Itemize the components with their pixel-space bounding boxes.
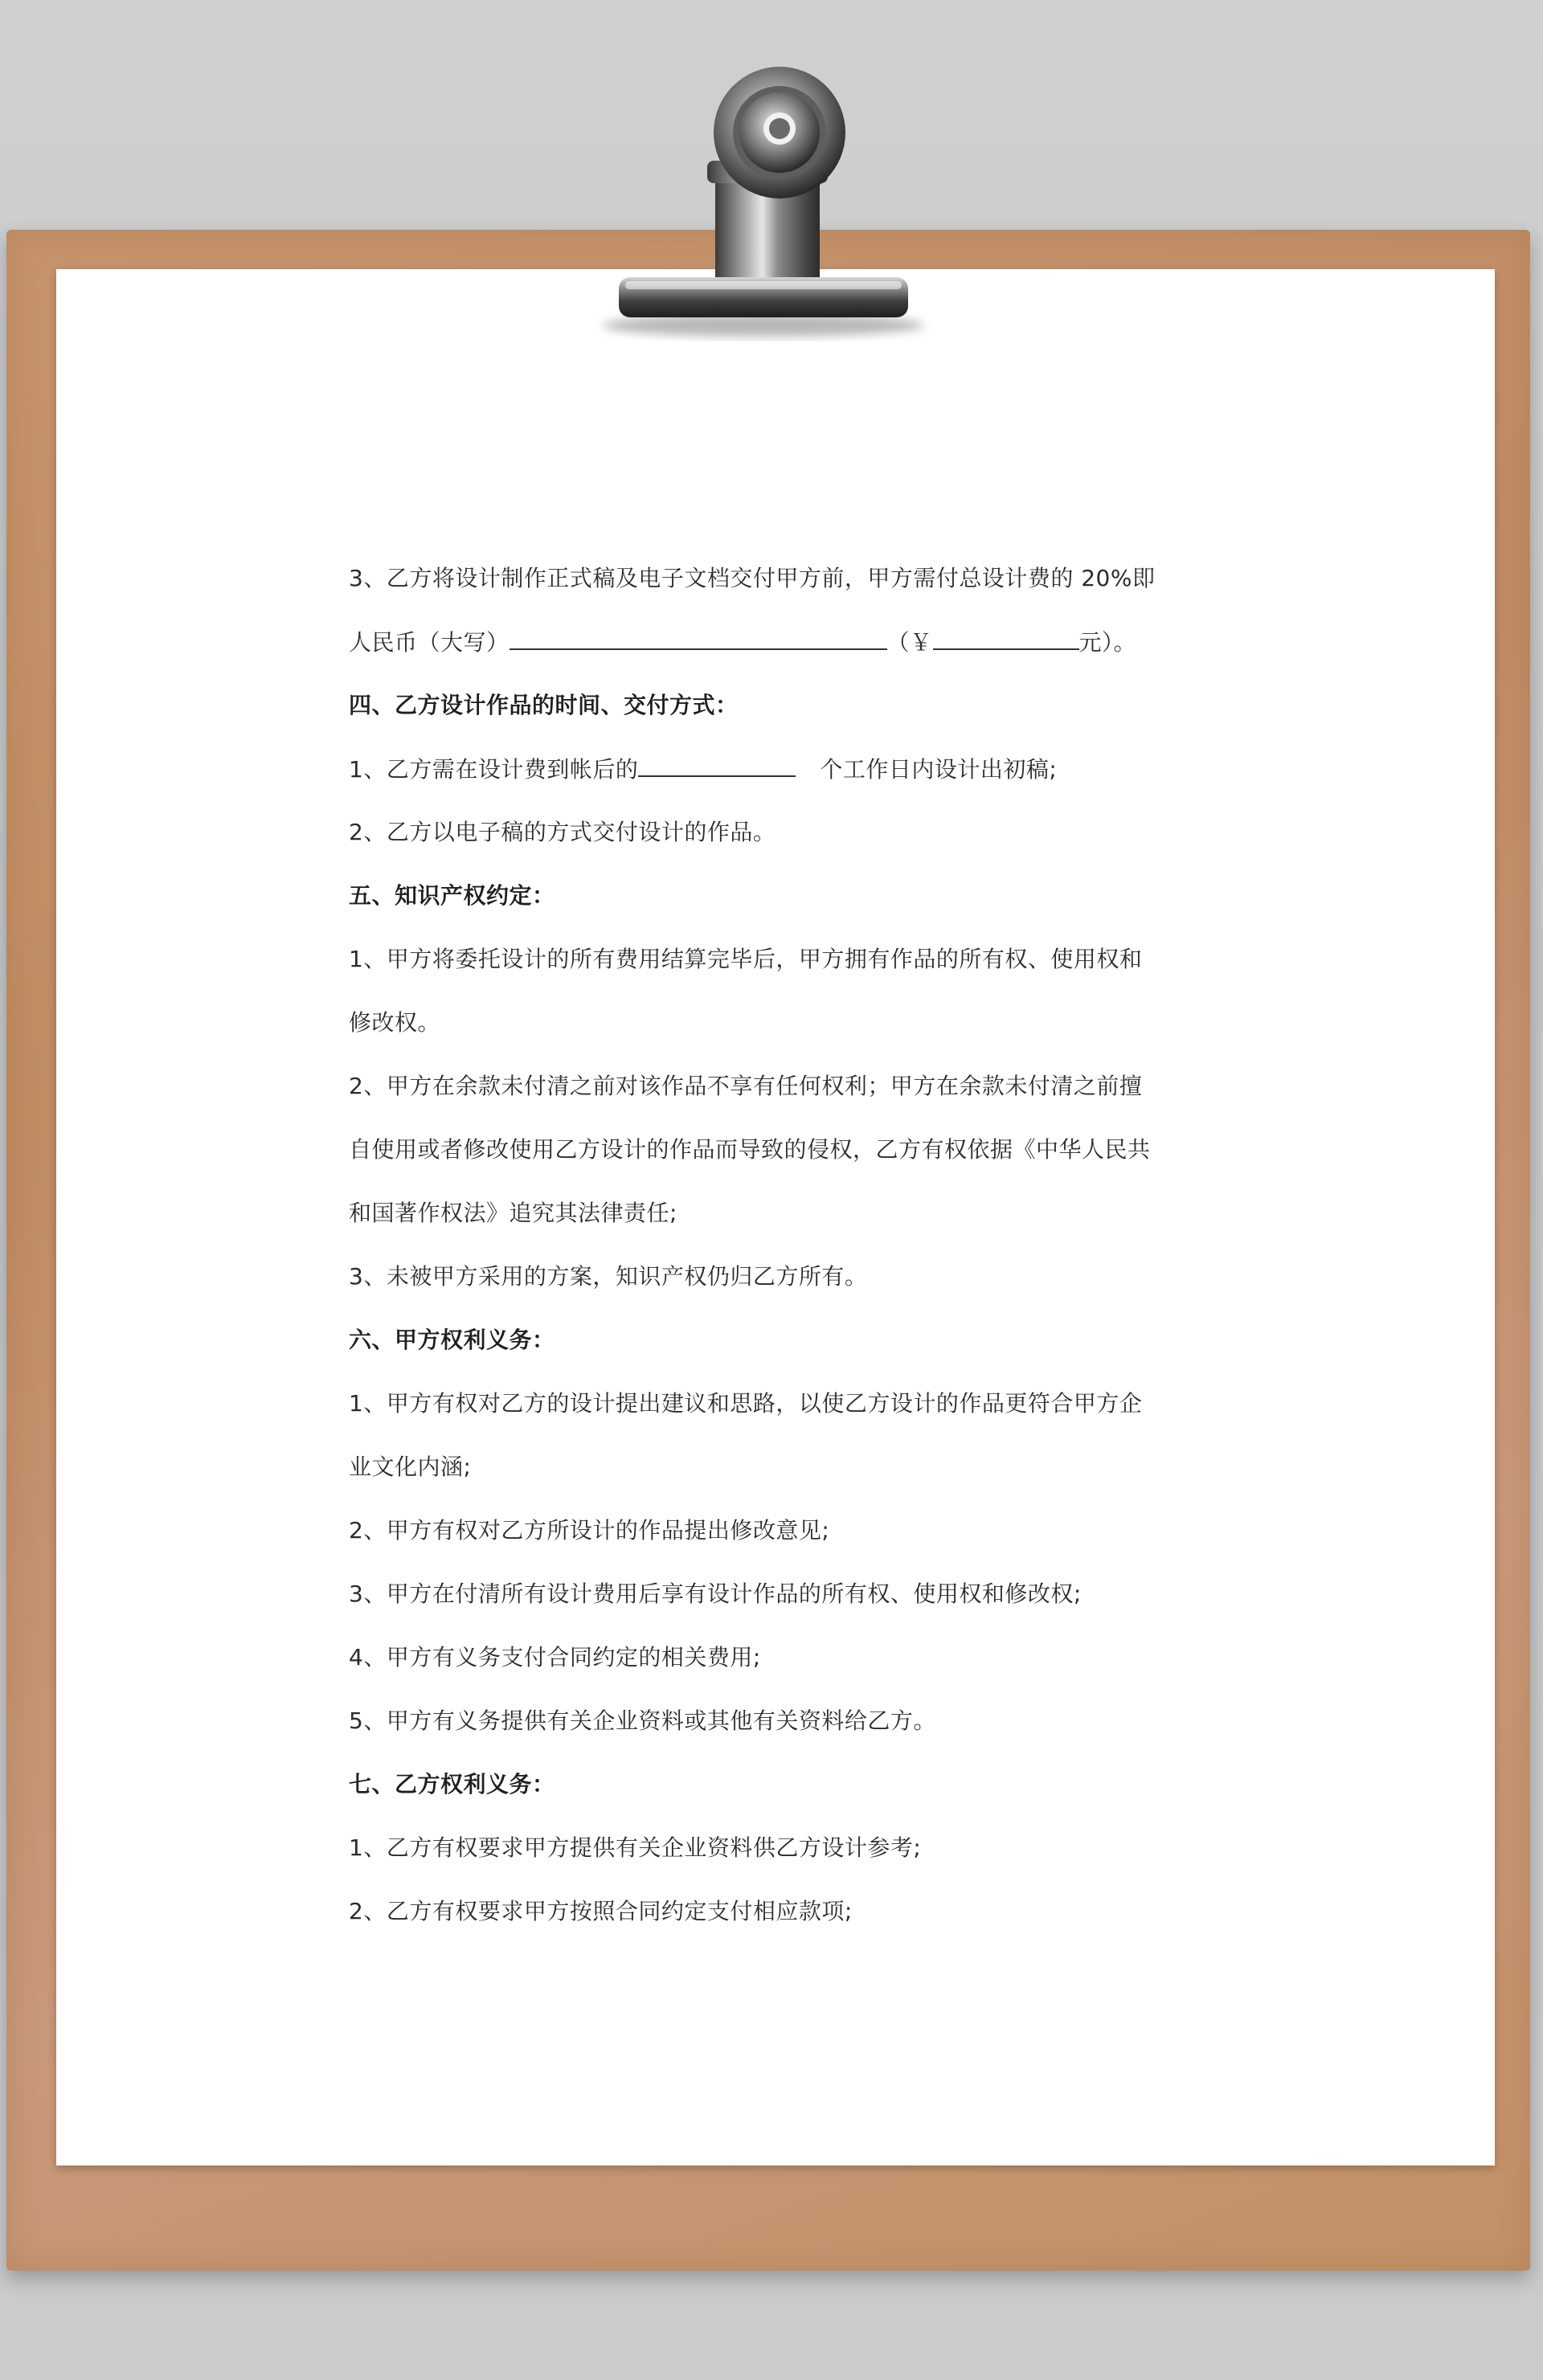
clause-4-1-suffix: 个工作日内设计出初稿; bbox=[820, 756, 1058, 783]
amount-unit-label: 元）。 bbox=[1078, 629, 1137, 656]
section-7-heading: 七、乙方权利义务： bbox=[349, 1771, 555, 1797]
clause-4-2: 2、乙方以电子稿的方式交付设计的作品。 bbox=[349, 819, 776, 845]
clause-6-4: 4、甲方有义务支付合同约定的相关费用; bbox=[349, 1644, 761, 1670]
binder-clip-icon bbox=[579, 48, 948, 354]
amount-in-words-blank[interactable] bbox=[510, 626, 887, 650]
clause-4-1-prefix: 1、乙方需在设计费到帐后的 bbox=[349, 756, 639, 783]
clause-5-1-line-1: 1、甲方将委托设计的所有费用结算完毕后，甲方拥有作品的所有权、使用权和 bbox=[349, 946, 1143, 972]
clause-6-1-line-1: 1、甲方有权对乙方的设计提出建议和思路，以使乙方设计的作品更符合甲方企 bbox=[349, 1390, 1143, 1417]
workdays-blank[interactable] bbox=[638, 753, 796, 777]
amount-label: 人民币（大写） bbox=[349, 629, 510, 656]
clause-5-1-line-2: 修改权。 bbox=[349, 1009, 441, 1036]
section-6-heading: 六、甲方权利义务： bbox=[349, 1327, 555, 1353]
contract-text bbox=[349, 562, 1201, 1959]
amount-symbol-label: （￥ bbox=[886, 629, 933, 656]
clause-7-2: 2、乙方有权要求甲方按照合同约定支付相应款项; bbox=[349, 1898, 853, 1924]
clause-6-2: 2、甲方有权对乙方所设计的作品提出修改意见; bbox=[349, 1517, 830, 1544]
clause-6-3: 3、甲方在付清所有设计费用后享有设计作品的所有权、使用权和修改权; bbox=[349, 1581, 1082, 1607]
clause-3-payment-line-1: 3、乙方将设计制作正式稿及电子文档交付甲方前，甲方需付总设计费的 20%即 bbox=[349, 565, 1156, 591]
section-5-heading: 五、知识产权约定： bbox=[349, 882, 555, 909]
clause-7-1: 1、乙方有权要求甲方提供有关企业资料供乙方设计参考; bbox=[349, 1834, 922, 1861]
clause-6-1-line-2: 业文化内涵; bbox=[349, 1454, 472, 1480]
clause-4-1 bbox=[349, 753, 1201, 816]
clause-5-3: 3、未被甲方采用的方案，知识产权仍归乙方所有。 bbox=[349, 1263, 868, 1290]
section-4-heading: 四、乙方设计作品的时间、交付方式： bbox=[349, 692, 739, 718]
clause-5-2-line-2: 自使用或者修改使用乙方设计的作品而导致的侵权，乙方有权依据《中华人民共 bbox=[349, 1136, 1151, 1163]
clause-5-2-line-3: 和国著作权法》追究其法律责任; bbox=[349, 1200, 677, 1226]
amount-number-blank[interactable] bbox=[933, 626, 1079, 650]
clause-6-5: 5、甲方有义务提供有关企业资料或其他有关资料给乙方。 bbox=[349, 1707, 936, 1734]
clause-5-2-line-1: 2、甲方在余款未付清之前对该作品不享有任何权利；甲方在余款未付清之前擅 bbox=[349, 1073, 1143, 1099]
clause-3-payment-line-2 bbox=[349, 626, 1201, 689]
